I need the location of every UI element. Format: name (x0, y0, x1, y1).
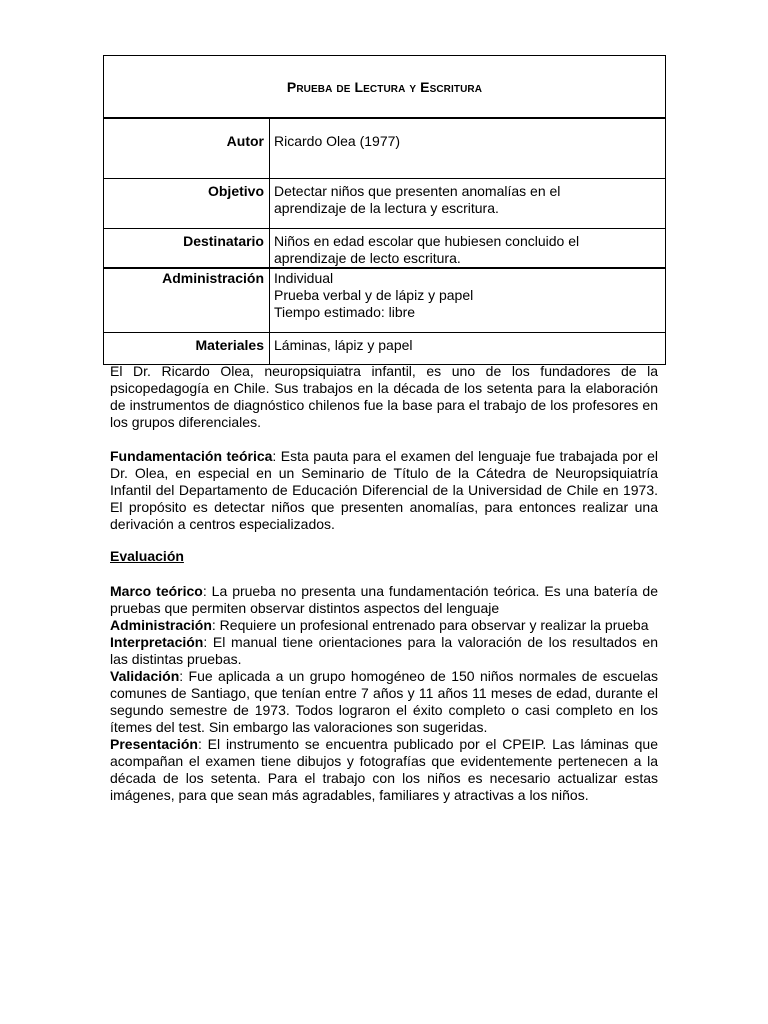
test-info-table (103, 55, 666, 365)
row-value (270, 333, 666, 365)
value-line: Niños en edad escolar que hubiesen concluido el (274, 233, 580, 249)
item-label: Marco teórico (110, 583, 203, 599)
row-label: Destinatario (104, 229, 270, 269)
table-title: Prueba de Lectura y Escritura (104, 56, 666, 119)
fundamentacion-paragraph (110, 448, 658, 533)
row-label: Autor (104, 118, 270, 179)
evaluacion-item (110, 617, 658, 634)
value-line: aprendizaje de lecto escritura. (274, 250, 461, 266)
table-row-destinatario (104, 229, 666, 269)
item-label: Interpretación (110, 634, 204, 650)
value-line: Ricardo Olea (1977) (274, 133, 401, 149)
row-value (270, 229, 666, 269)
item-label: Administración (110, 617, 212, 633)
intro-text: El Dr. Ricardo Olea, neuropsiquiatra infantil, es uno de los fundadores de la psicopedagogía en Chile. Sus trabajos en la década de los setenta para la elaboración de instrumentos de diagnóstico chilenos fue la base para el trabajo de los profesores en los grupos diferenciales. (110, 363, 658, 430)
evaluacion-list (110, 583, 658, 804)
item-text: : El manual tiene orientaciones para la valoración de los resultados en las distintas pruebas. (110, 634, 658, 667)
row-label: Materiales (104, 333, 270, 365)
intro-paragraph (110, 363, 658, 431)
value-line: Individual (274, 270, 334, 286)
value-line: Láminas, lápiz y papel (274, 337, 413, 353)
item-text: : La prueba no presenta una fundamentación teórica. Es una batería de pruebas que permiten observar distintos aspectos del lenguaje (110, 583, 658, 616)
item-text: : Requiere un profesional entrenado para observar y realizar la prueba (211, 617, 649, 633)
item-label: Presentación (110, 736, 198, 752)
evaluacion-heading: Evaluación (110, 548, 184, 564)
fundamentacion-label: Fundamentación teórica (110, 448, 273, 464)
evaluacion-item (110, 583, 658, 617)
fundamentacion-text: : Esta pauta para el examen del lenguaje fue trabajada por el Dr. Olea, en especial en un Seminario de Título de la Cátedra de Neuropsiquiatría Infantil del Departamento de Educación Diferencial de la Universidad de Chile en 1973. El propósito es detectar niños que presenten anomalías, para entonces realizar una derivación a centros especializados. (110, 448, 658, 532)
value-line: aprendizaje de la lectura y escritura. (274, 200, 499, 216)
value-line: Prueba verbal y de lápiz y papel (274, 287, 474, 303)
value-line: Tiempo estimado: libre (274, 304, 416, 320)
table-row-administracion (104, 268, 666, 333)
evaluacion-item (110, 736, 658, 804)
item-label: Validación (110, 668, 180, 684)
evaluacion-item (110, 668, 658, 736)
row-label: Administración (104, 268, 270, 333)
row-label: Objetivo (104, 179, 270, 229)
item-text: : Fue aplicada a un grupo homogéneo de 150 niños normales de escuelas comunes de Santiago, que tenían entre 7 años y 11 años 11 meses de edad, durante el segundo semestre de 1973. Todos lograron el éxito completo o casi completo en los ítemes del test. Sin embargo las valoraciones son sugeridas. (110, 668, 658, 735)
value-line: Detectar niños que presenten anomalías en el (274, 183, 561, 199)
evaluacion-item (110, 634, 658, 668)
row-value (270, 268, 666, 333)
item-text: : El instrumento se encuentra publicado por el CPEIP. Las láminas que acompañan el examen tiene dibujos y fotografías que evidentemente pertenecen a la década de los setenta. Para el trabajo con los niños es necesario actualizar estas imágenes, para que sean más agradables, familiares y atractivas a los niños. (110, 736, 658, 803)
table-row-objetivo (104, 179, 666, 229)
table-row-autor (104, 118, 666, 179)
row-value (270, 179, 666, 229)
row-value (270, 118, 666, 179)
table-row-materiales (104, 333, 666, 365)
evaluacion-heading-block (110, 548, 658, 565)
